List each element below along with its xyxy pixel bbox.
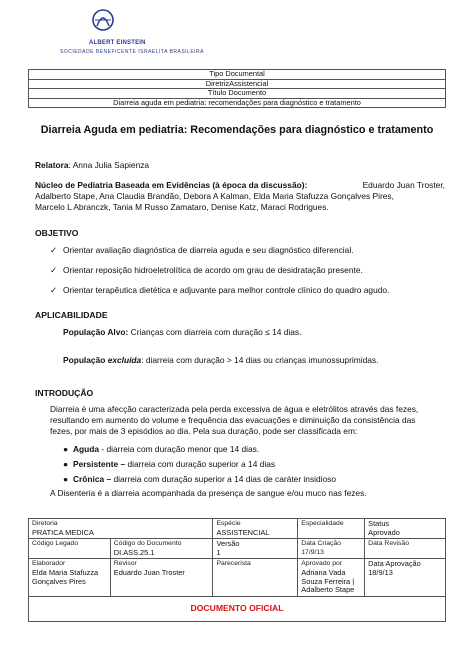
disenteria-text: A Disenteria é a diarreia acompanhada da presença de sangue e/ou muco nas fezes.	[50, 488, 367, 498]
einstein-logo	[28, 6, 204, 60]
especialidade-cell	[298, 519, 365, 539]
parecerista-label: Parecerista	[216, 560, 251, 568]
logo-name: ALBERT EINSTEIN	[89, 40, 146, 46]
elaborador-label: Elaborador	[32, 560, 66, 568]
populacao-alvo	[63, 327, 301, 337]
classificacao-text: diarreia com duração superior a 14 dias	[125, 459, 276, 469]
logo-subtitle: SOCIEDADE BENEFICENTE ISRAELITA BRASILEIRA	[60, 49, 204, 55]
revisor-value: Eduardo Juan Troster	[113, 567, 185, 577]
parecerista-cell	[213, 559, 298, 596]
nucleo-line1-rest: Eduardo Juan Troster,	[362, 180, 445, 190]
data-aprovacao-cell	[365, 559, 446, 596]
classificacao-item	[63, 459, 275, 469]
aprovado-por-label: Aprovado por	[301, 560, 343, 568]
document-title: Diarreia Aguda em pediatria: Recomendações para diagnóstico e tratamento	[40, 124, 434, 136]
data-revisao-cell	[365, 539, 446, 559]
document-control-table	[28, 518, 446, 622]
introducao-line: Diarreia é uma afecção caracterizada pela perda excessiva de água e eletrólitos através das fezes,	[50, 404, 419, 414]
diretoria-cell	[29, 519, 213, 539]
data-aprovacao-value: 18/9/13	[368, 567, 393, 577]
data-criacao-cell	[298, 539, 365, 559]
tipo-documental-value: DiretrizAssistencial	[29, 79, 446, 89]
status-cell	[365, 519, 446, 539]
elaborador-value-2: Gonçalves Pires	[32, 576, 86, 586]
bullet-icon: ●	[63, 444, 69, 454]
revisor-label: Revisor	[113, 560, 137, 568]
titulo-documento-value: Diarreia aguda em pediatria: recomendações para diagnóstico e tratamento	[29, 98, 446, 108]
versao-label: Versão	[216, 539, 240, 549]
aprovado-por-value-1: Adriana Vada	[301, 567, 346, 577]
populacao-excluida	[63, 355, 378, 365]
documento-oficial-label: DOCUMENTO OFICIAL	[190, 603, 284, 614]
aprovado-por-value-2: Souza Ferreira |	[301, 576, 355, 586]
diretoria-value: PRATICA MEDICA	[32, 527, 94, 537]
objetivo-item-text: Orientar avaliação diagnóstica de diarreia aguda e seu diagnóstico diferencial.	[63, 245, 354, 255]
codigo-legado-label: Código Legado	[32, 540, 79, 548]
introducao-line: resultando em aumento do volume e frequência das evacuações e diminuição da consistência das	[50, 415, 416, 425]
versao-value: 1	[216, 547, 221, 557]
status-label: Status	[368, 519, 390, 528]
data-revisao-label: Data Revisão	[368, 540, 409, 548]
classificacao-item	[63, 444, 259, 454]
introducao-heading: INTRODUÇÃO	[35, 388, 94, 398]
nucleo-line-2: Adalberto Stape, Ana Claudia Brandão, Debora A Kalman, Elda Maria Stafuzza Gonçalves Pires,	[35, 191, 394, 201]
tipo-documental-label: Tipo Documental	[29, 70, 446, 80]
status-value: Aprovado	[368, 527, 400, 537]
nucleo-label: Núcleo de Pediatria Baseada em Evidências (à época da discussão):	[35, 180, 308, 190]
elaborador-cell	[29, 559, 111, 596]
classificacao-term: Crônica –	[73, 474, 112, 484]
elaborador-value-1: Elda Maria Stafuzza	[32, 567, 99, 577]
classificacao-text: diarreia com duração superior a 14 dias de caráter insidioso	[111, 474, 337, 484]
introducao-line: fezes, por mais de 3 episódios ao dia. Pela sua duração, pode ser classificada em:	[50, 426, 358, 436]
data-criacao-label: Data Criação	[301, 540, 341, 548]
especialidade-label: Especialidade	[301, 520, 344, 527]
classificacao-term: Aguda	[73, 444, 100, 454]
documento-oficial-cell	[29, 596, 446, 621]
bullet-icon: ●	[63, 459, 69, 469]
populacao-alvo-label: População Alvo:	[63, 327, 129, 337]
populacao-excluida-text: : diarreia com duração > 14 dias ou crianças imunossuprimidas.	[141, 355, 379, 365]
codigo-documento-cell	[110, 539, 213, 559]
data-aprovacao-label: Data Aprovação	[368, 559, 421, 569]
versao-cell	[213, 539, 298, 559]
populacao-alvo-text: Crianças com diarreia com duração ≤ 14 dias.	[128, 327, 302, 337]
introducao-paragraph	[50, 404, 450, 437]
bullet-icon: ●	[63, 474, 69, 484]
relatora	[35, 160, 149, 171]
objetivo-item	[50, 285, 389, 295]
nucleo-line-3: Marcelo L Abranczk, Tania M Russo Zamataro, Denise Katz, Maraci Rodrigues.	[35, 202, 329, 212]
codigo-legado-cell	[29, 539, 111, 559]
classificacao-item	[63, 474, 336, 484]
aplicabilidade-heading: APLICABILIDADE	[35, 310, 108, 320]
classificacao-text: - diarreia com duração menor que 14 dias.	[99, 444, 260, 454]
objetivo-item	[50, 265, 363, 275]
codigo-documento-label: Código do Documento	[113, 540, 182, 548]
objetivo-item	[50, 245, 354, 255]
checkmark-icon: ✓	[50, 245, 58, 255]
nucleo-line-1	[35, 180, 445, 191]
objetivo-item-text: Orientar reposição hidroeletrolítica de acordo om grau de desidratação presente.	[63, 265, 363, 275]
diretoria-label: Diretoria	[32, 520, 58, 527]
populacao-excluida-label-b: excluída	[107, 355, 142, 365]
relatora-label: Relatora	[35, 160, 69, 170]
checkmark-icon: ✓	[50, 265, 58, 275]
aprovado-por-value-3: Adalberto Stape	[301, 585, 355, 595]
especie-value: ASSISTENCIAL	[216, 527, 270, 537]
objetivo-heading: OBJETIVO	[35, 228, 79, 238]
especie-label: Espécie	[216, 520, 241, 527]
einstein-emblem-icon	[28, 6, 178, 40]
nucleo-paragraph	[35, 180, 445, 213]
especie-cell	[213, 519, 298, 539]
relatora-value: : Anna Julia Sapienza	[68, 160, 150, 170]
data-criacao-value: 17/9/13	[301, 548, 324, 556]
aprovado-por-cell	[298, 559, 365, 596]
objetivo-item-text: Orientar terapêutica dietética e adjuvante para melhor controle clínico do quadro agudo.	[63, 285, 390, 295]
titulo-documento-label: Título Documento	[29, 89, 446, 99]
checkmark-icon: ✓	[50, 285, 58, 295]
populacao-excluida-label-a: População	[63, 355, 108, 365]
codigo-documento-value: DI.ASS.25.1	[113, 547, 155, 557]
revisor-cell	[110, 559, 213, 596]
header-table	[28, 69, 446, 108]
classificacao-term: Persistente –	[73, 459, 126, 469]
